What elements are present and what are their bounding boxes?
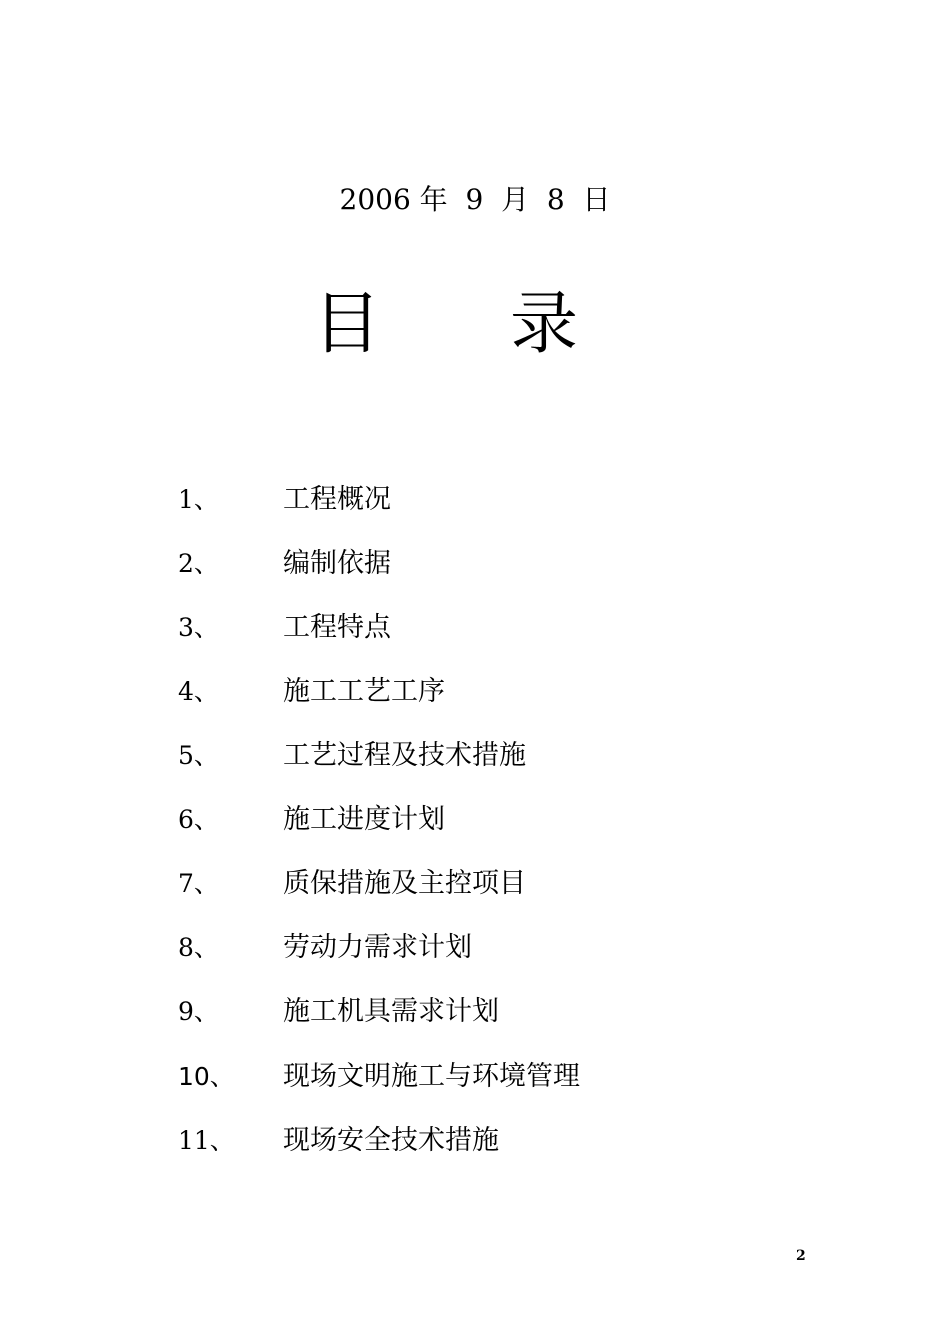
toc-item-9[interactable]	[0, 992, 950, 1032]
page-number: 2	[796, 1248, 806, 1264]
toc-item-number: 11、	[178, 1126, 235, 1155]
toc-item-7[interactable]	[0, 864, 950, 904]
toc-item-text: 工程概况	[283, 484, 391, 515]
toc-item-number: 9、	[178, 997, 219, 1026]
toc-title-char-2: 录	[510, 285, 579, 364]
toc-title-char-1: 目	[313, 285, 382, 364]
toc-item-1[interactable]	[0, 480, 950, 520]
toc-item-number: 2、	[178, 549, 219, 578]
toc-item-text: 劳动力需求计划	[283, 932, 472, 963]
toc-item-text: 现场文明施工与环境管理	[283, 1061, 580, 1092]
toc-item-8[interactable]	[0, 928, 950, 968]
toc-item-3[interactable]	[0, 608, 950, 648]
toc-item-number: 8、	[178, 933, 219, 962]
toc-item-6[interactable]	[0, 800, 950, 840]
toc-item-number: 3、	[178, 613, 219, 642]
toc-item-number: 5、	[178, 741, 219, 770]
toc-item-text: 现场安全技术措施	[283, 1125, 499, 1156]
toc-item-5[interactable]	[0, 736, 950, 776]
toc-item-text: 施工机具需求计划	[283, 996, 499, 1027]
toc-item-text: 工程特点	[283, 612, 391, 643]
toc-item-4[interactable]	[0, 672, 950, 712]
toc-item-text: 质保措施及主控项目	[283, 868, 526, 899]
document-date: 2006 年 9 月 8 日	[339, 183, 611, 216]
toc-item-text: 编制依据	[283, 548, 391, 579]
toc-item-number: 7、	[178, 869, 219, 898]
toc-item-10[interactable]	[0, 1057, 950, 1097]
toc-item-number: 6、	[178, 805, 219, 834]
toc-item-number: 10、	[178, 1062, 235, 1091]
toc-item-text: 施工工艺工序	[283, 676, 445, 707]
toc-item-number: 1、	[178, 485, 219, 514]
toc-item-11[interactable]	[0, 1121, 950, 1161]
toc-item-text: 工艺过程及技术措施	[283, 740, 526, 771]
toc-item-text: 施工进度计划	[283, 804, 445, 835]
toc-item-2[interactable]	[0, 544, 950, 584]
toc-item-number: 4、	[178, 677, 219, 706]
